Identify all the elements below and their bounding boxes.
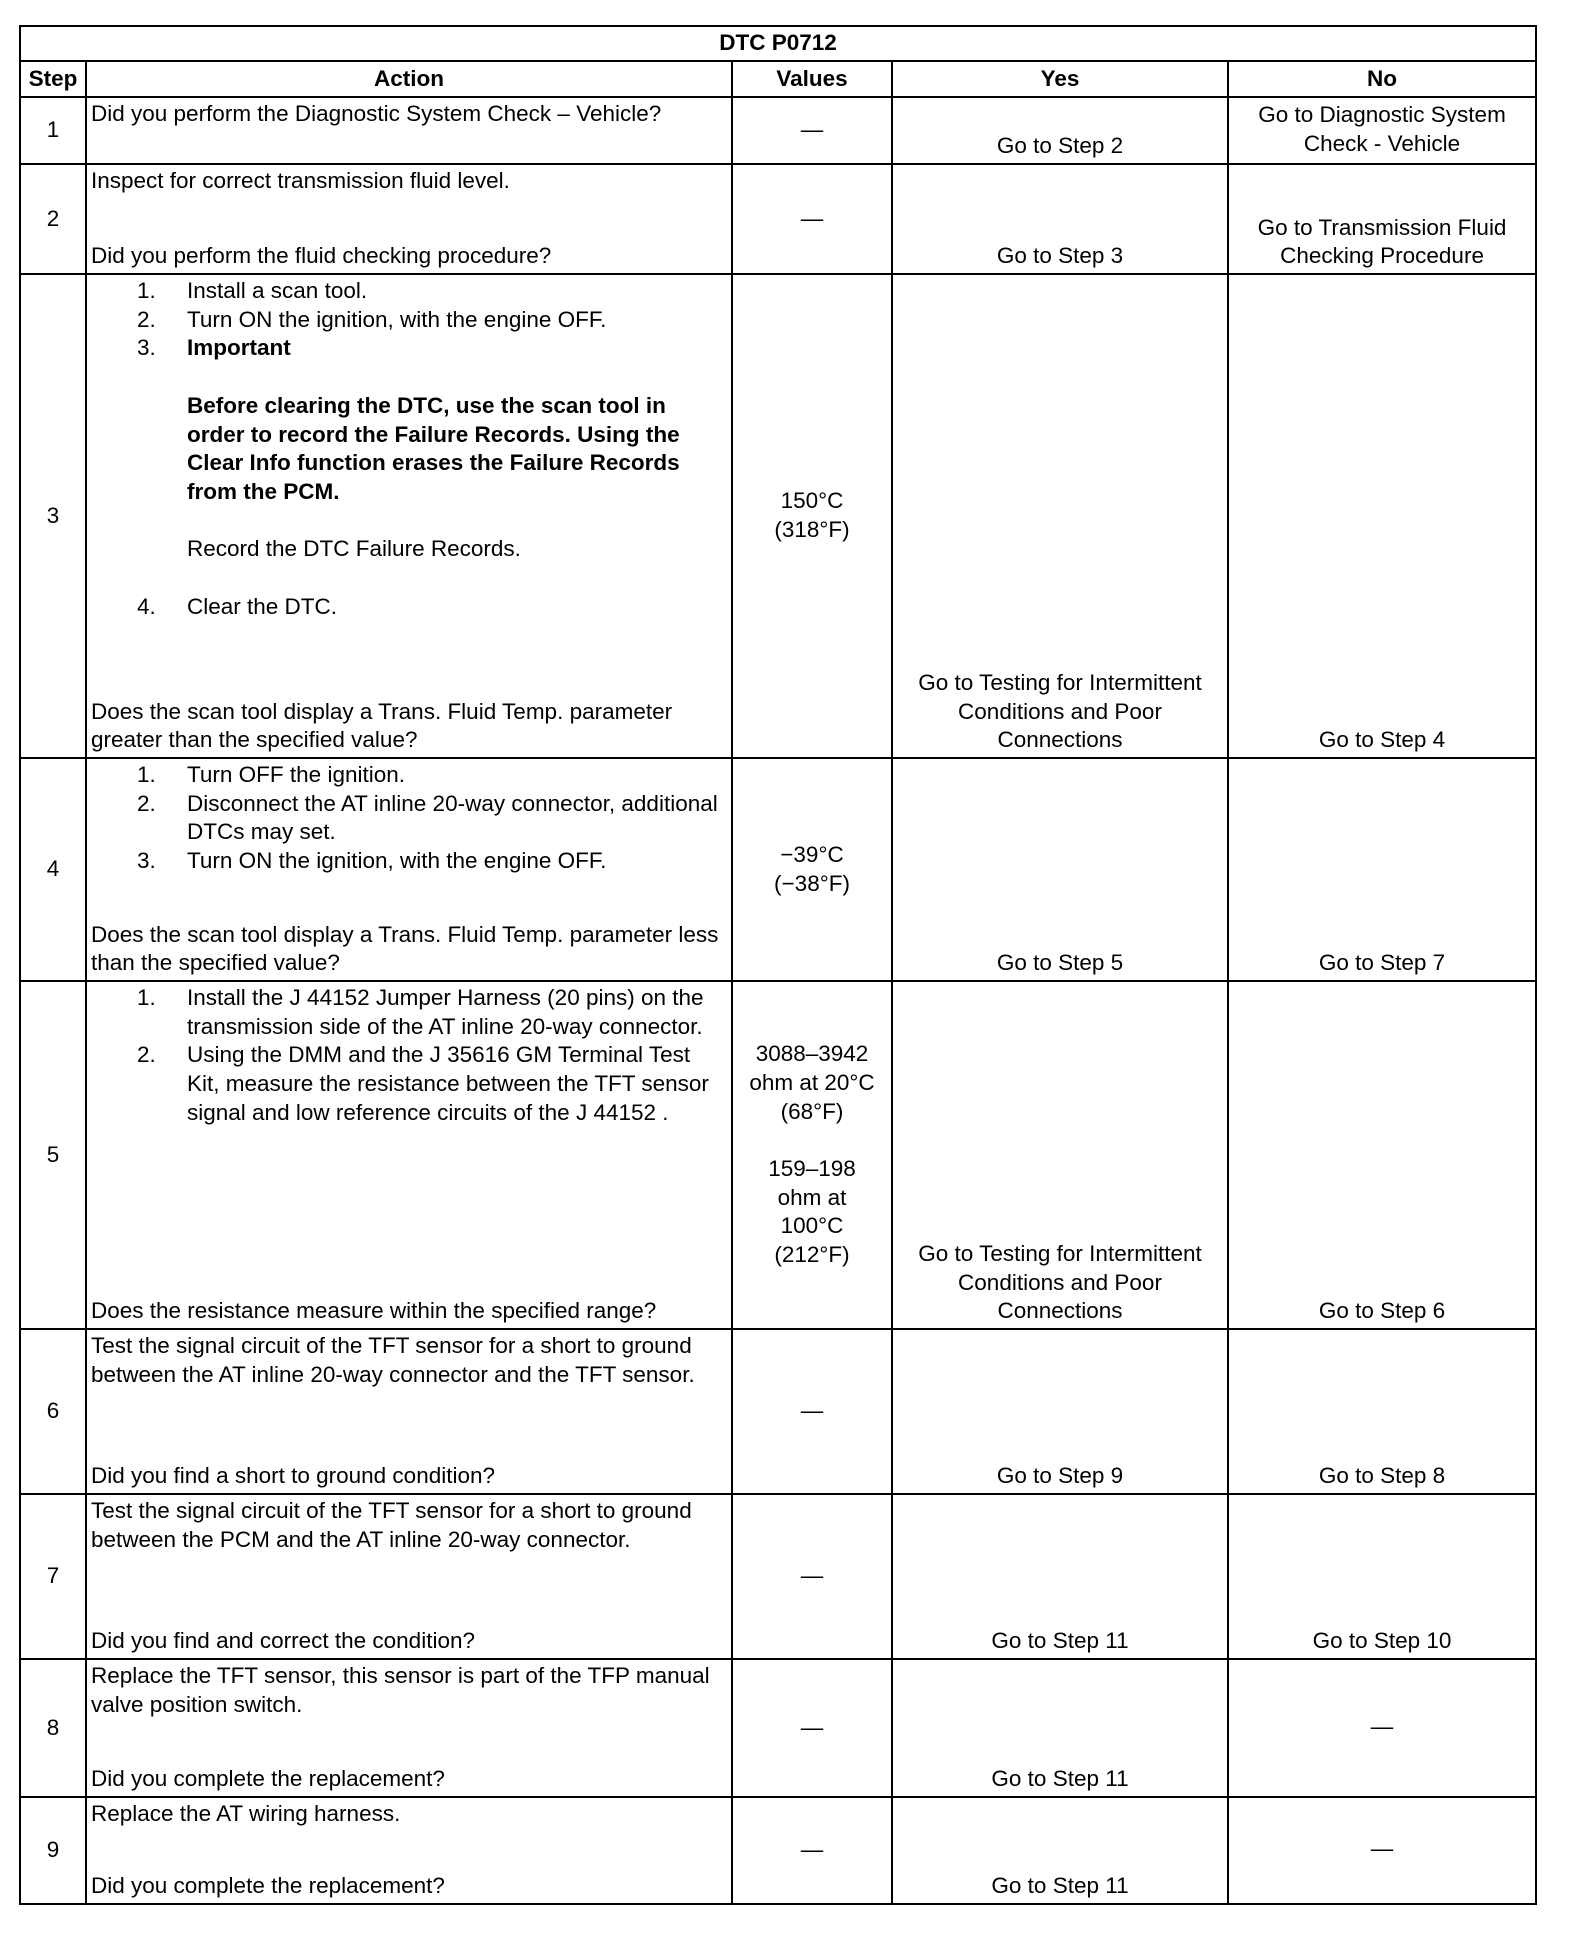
no-result: Go to Step 6: [1228, 981, 1536, 1329]
action-instructions: [91, 277, 727, 621]
step-number: 2: [20, 164, 86, 274]
item-text: Turn ON the ignition, with the engine OFF.: [187, 306, 607, 332]
step-number: 8: [20, 1659, 86, 1797]
action-text: Test the signal circuit of the TFT sensor for a short to ground between the AT inline 20-way connector and the TFT sensor.: [91, 1333, 695, 1387]
no-result: —: [1228, 1797, 1536, 1904]
table-row: [20, 97, 1536, 164]
values-cell: [732, 1494, 892, 1659]
value-line: (212°F): [774, 1242, 850, 1268]
table-row: [20, 1659, 1536, 1797]
item-text: Turn ON the ignition, with the engine OFF.: [187, 848, 607, 874]
action-content: [91, 100, 727, 161]
value-line: 100°C: [780, 1213, 844, 1239]
procedure-item: [91, 306, 727, 335]
yes-result: Go to Step 11: [892, 1797, 1228, 1904]
value-line: —: [800, 1563, 824, 1589]
value-line: (−38°F): [774, 870, 850, 896]
item-text: Install the J 44152 Jumper Harness (20 pins) on the transmission side of the AT inline 20-way connector.: [187, 985, 704, 1039]
action-question: Does the resistance measure within the specified range?: [91, 1298, 657, 1324]
action-cell: [86, 1797, 732, 1904]
action-question: Does the scan tool display a Trans. Fluid Temp. parameter greater than the specified value?: [91, 698, 673, 753]
procedure-item: [91, 984, 727, 1041]
no-result: —: [1228, 1659, 1536, 1797]
value-line: —: [800, 205, 824, 231]
action-content: [91, 277, 727, 755]
yes-result: Go to Step 9: [892, 1329, 1228, 1494]
value-line: ohm at: [777, 1184, 847, 1210]
table-row: [20, 981, 1536, 1329]
step-number: 1: [20, 97, 86, 164]
header-no: No: [1228, 61, 1536, 97]
action-instructions: [91, 1662, 727, 1719]
action-content: [91, 1800, 727, 1901]
values-cell: [732, 758, 892, 981]
action-instructions: [91, 1332, 727, 1389]
item-text: Disconnect the AT inline 20-way connector, additional DTCs may set.: [187, 790, 718, 845]
action-cell: [86, 164, 732, 274]
action-content: [91, 167, 727, 271]
action-question: Does the scan tool display a Trans. Fluid Temp. parameter less than the specified value?: [91, 921, 719, 976]
values-cell: [732, 274, 892, 758]
procedure-item: [91, 593, 727, 622]
item-number: 3.: [137, 848, 156, 874]
no-result: Go to Transmission Fluid Checking Procedure: [1228, 164, 1536, 274]
action-question: Did you find a short to ground condition?: [91, 1463, 496, 1489]
item-text: Important: [187, 335, 291, 361]
no-result: Go to Step 4: [1228, 274, 1536, 758]
value-line: (318°F): [774, 517, 850, 542]
yes-result: Go to Step 5: [892, 758, 1228, 981]
item-note: Record the DTC Failure Records.: [187, 536, 521, 562]
step-number: 4: [20, 758, 86, 981]
value-line: —: [800, 1398, 824, 1424]
header-action: Action: [86, 61, 732, 97]
step-number: 7: [20, 1494, 86, 1659]
no-result: Go to Step 8: [1228, 1329, 1536, 1494]
no-result: Go to Step 10: [1228, 1494, 1536, 1659]
action-text: Replace the AT wiring harness.: [91, 1801, 401, 1826]
action-question: Did you perform the fluid checking procedure?: [91, 243, 552, 269]
values-cell: [732, 1659, 892, 1797]
value-line: ohm at 20°C: [749, 1069, 875, 1095]
action-question: Did you complete the replacement?: [91, 1766, 445, 1792]
yes-result: Go to Step 11: [892, 1494, 1228, 1659]
value-line: —: [800, 117, 824, 143]
action-question: Did you complete the replacement?: [91, 1873, 445, 1899]
item-text: Clear the DTC.: [187, 593, 338, 619]
value-line: 3088–3942: [755, 1041, 869, 1067]
value-line: —: [800, 1837, 824, 1863]
item-content: [187, 306, 727, 335]
action-instructions: [91, 1497, 727, 1554]
yes-result: Go to Testing for Intermittent Conditions and Poor Connections: [892, 274, 1228, 758]
action-instructions: [91, 1800, 727, 1829]
step-number: 6: [20, 1329, 86, 1494]
table-row: [20, 274, 1536, 758]
header-values: Values: [732, 61, 892, 97]
header-step: Step: [20, 61, 86, 97]
item-number: 3.: [137, 335, 156, 361]
yes-result: Go to Step 3: [892, 164, 1228, 274]
action-cell: [86, 274, 732, 758]
action-content: [91, 761, 727, 978]
values-cell: [732, 1797, 892, 1904]
values-cell: [732, 97, 892, 164]
diagnostic-table: [19, 25, 1537, 1905]
item-number: 1.: [137, 985, 156, 1010]
no-result: Go to Step 7: [1228, 758, 1536, 981]
value-line: 150°C: [780, 488, 844, 514]
action-content: [91, 1332, 727, 1491]
item-number: 2.: [137, 1042, 156, 1068]
table-row: [20, 758, 1536, 981]
item-number: 1.: [137, 278, 156, 303]
action-content: [91, 1662, 727, 1794]
yes-result: Go to Testing for Intermittent Conditions and Poor Connections: [892, 981, 1228, 1329]
action-cell: [86, 1659, 732, 1797]
value-line: —: [800, 1714, 824, 1740]
table-row: [20, 1797, 1536, 1904]
item-note: Before clearing the DTC, use the scan tool in order to record the Failure Records. Using the Clear Info function erases the Failure Records from the PCM.: [187, 392, 680, 504]
value-line: [737, 1126, 887, 1155]
item-text: Using the DMM and the J 35616 GM Terminal Test Kit, measure the resistance between the TFT sensor signal and low reference circuits of the J 44152 .: [187, 1042, 709, 1125]
item-number: 2.: [137, 306, 156, 332]
action-instructions: [91, 761, 727, 876]
action-text: Inspect for correct transmission fluid level.: [91, 168, 510, 193]
action-instructions: [91, 984, 727, 1128]
item-content: [187, 790, 727, 847]
procedure-item: [91, 334, 727, 564]
table-row: [20, 1494, 1536, 1659]
value-line: 159–198: [768, 1155, 856, 1181]
item-content: [187, 847, 727, 876]
yes-result: Go to Step 11: [892, 1659, 1228, 1797]
action-text: Test the signal circuit of the TFT sensor for a short to ground between the PCM and the AT inline 20-way connector.: [91, 1498, 692, 1552]
item-content: [187, 761, 727, 790]
procedure-item: [91, 1041, 727, 1127]
step-number: 9: [20, 1797, 86, 1904]
action-instructions: [91, 100, 727, 129]
action-cell: [86, 1494, 732, 1659]
values-cell: [732, 1329, 892, 1494]
item-content: [187, 984, 727, 1041]
item-number: 4.: [137, 593, 156, 619]
step-number: 5: [20, 981, 86, 1329]
item-content: [187, 334, 727, 564]
item-content: [187, 593, 727, 622]
procedure-item: [91, 277, 727, 306]
action-instructions: [91, 167, 727, 196]
action-cell: [86, 758, 732, 981]
value-line: −39°C: [780, 841, 844, 867]
step-number: 3: [20, 274, 86, 758]
action-question: Did you find and correct the condition?: [91, 1628, 475, 1654]
item-number: 1.: [137, 762, 156, 787]
action-text: Replace the TFT sensor, this sensor is part of the TFP manual valve position switch.: [91, 1663, 710, 1717]
table-row: [20, 1329, 1536, 1494]
values-cell: [732, 981, 892, 1329]
item-text: Install a scan tool.: [187, 278, 368, 303]
procedure-item: [91, 847, 727, 876]
table-row: [20, 164, 1536, 274]
header-yes: Yes: [892, 61, 1228, 97]
no-result: Go to Diagnostic System Check - Vehicle: [1228, 97, 1536, 164]
action-text: Did you perform the Diagnostic System Check – Vehicle?: [91, 101, 662, 126]
item-number: 2.: [137, 790, 156, 816]
item-content: [187, 1041, 727, 1127]
item-content: [187, 277, 727, 306]
action-cell: [86, 97, 732, 164]
yes-result: Go to Step 2: [892, 97, 1228, 164]
value-line: (68°F): [780, 1098, 844, 1124]
table-title: DTC P0712: [20, 26, 1536, 61]
action-content: [91, 984, 727, 1326]
action-cell: [86, 981, 732, 1329]
procedure-item: [91, 790, 727, 847]
values-cell: [732, 164, 892, 274]
action-cell: [86, 1329, 732, 1494]
item-text: Turn OFF the ignition.: [187, 762, 406, 787]
action-content: [91, 1497, 727, 1656]
procedure-item: [91, 761, 727, 790]
